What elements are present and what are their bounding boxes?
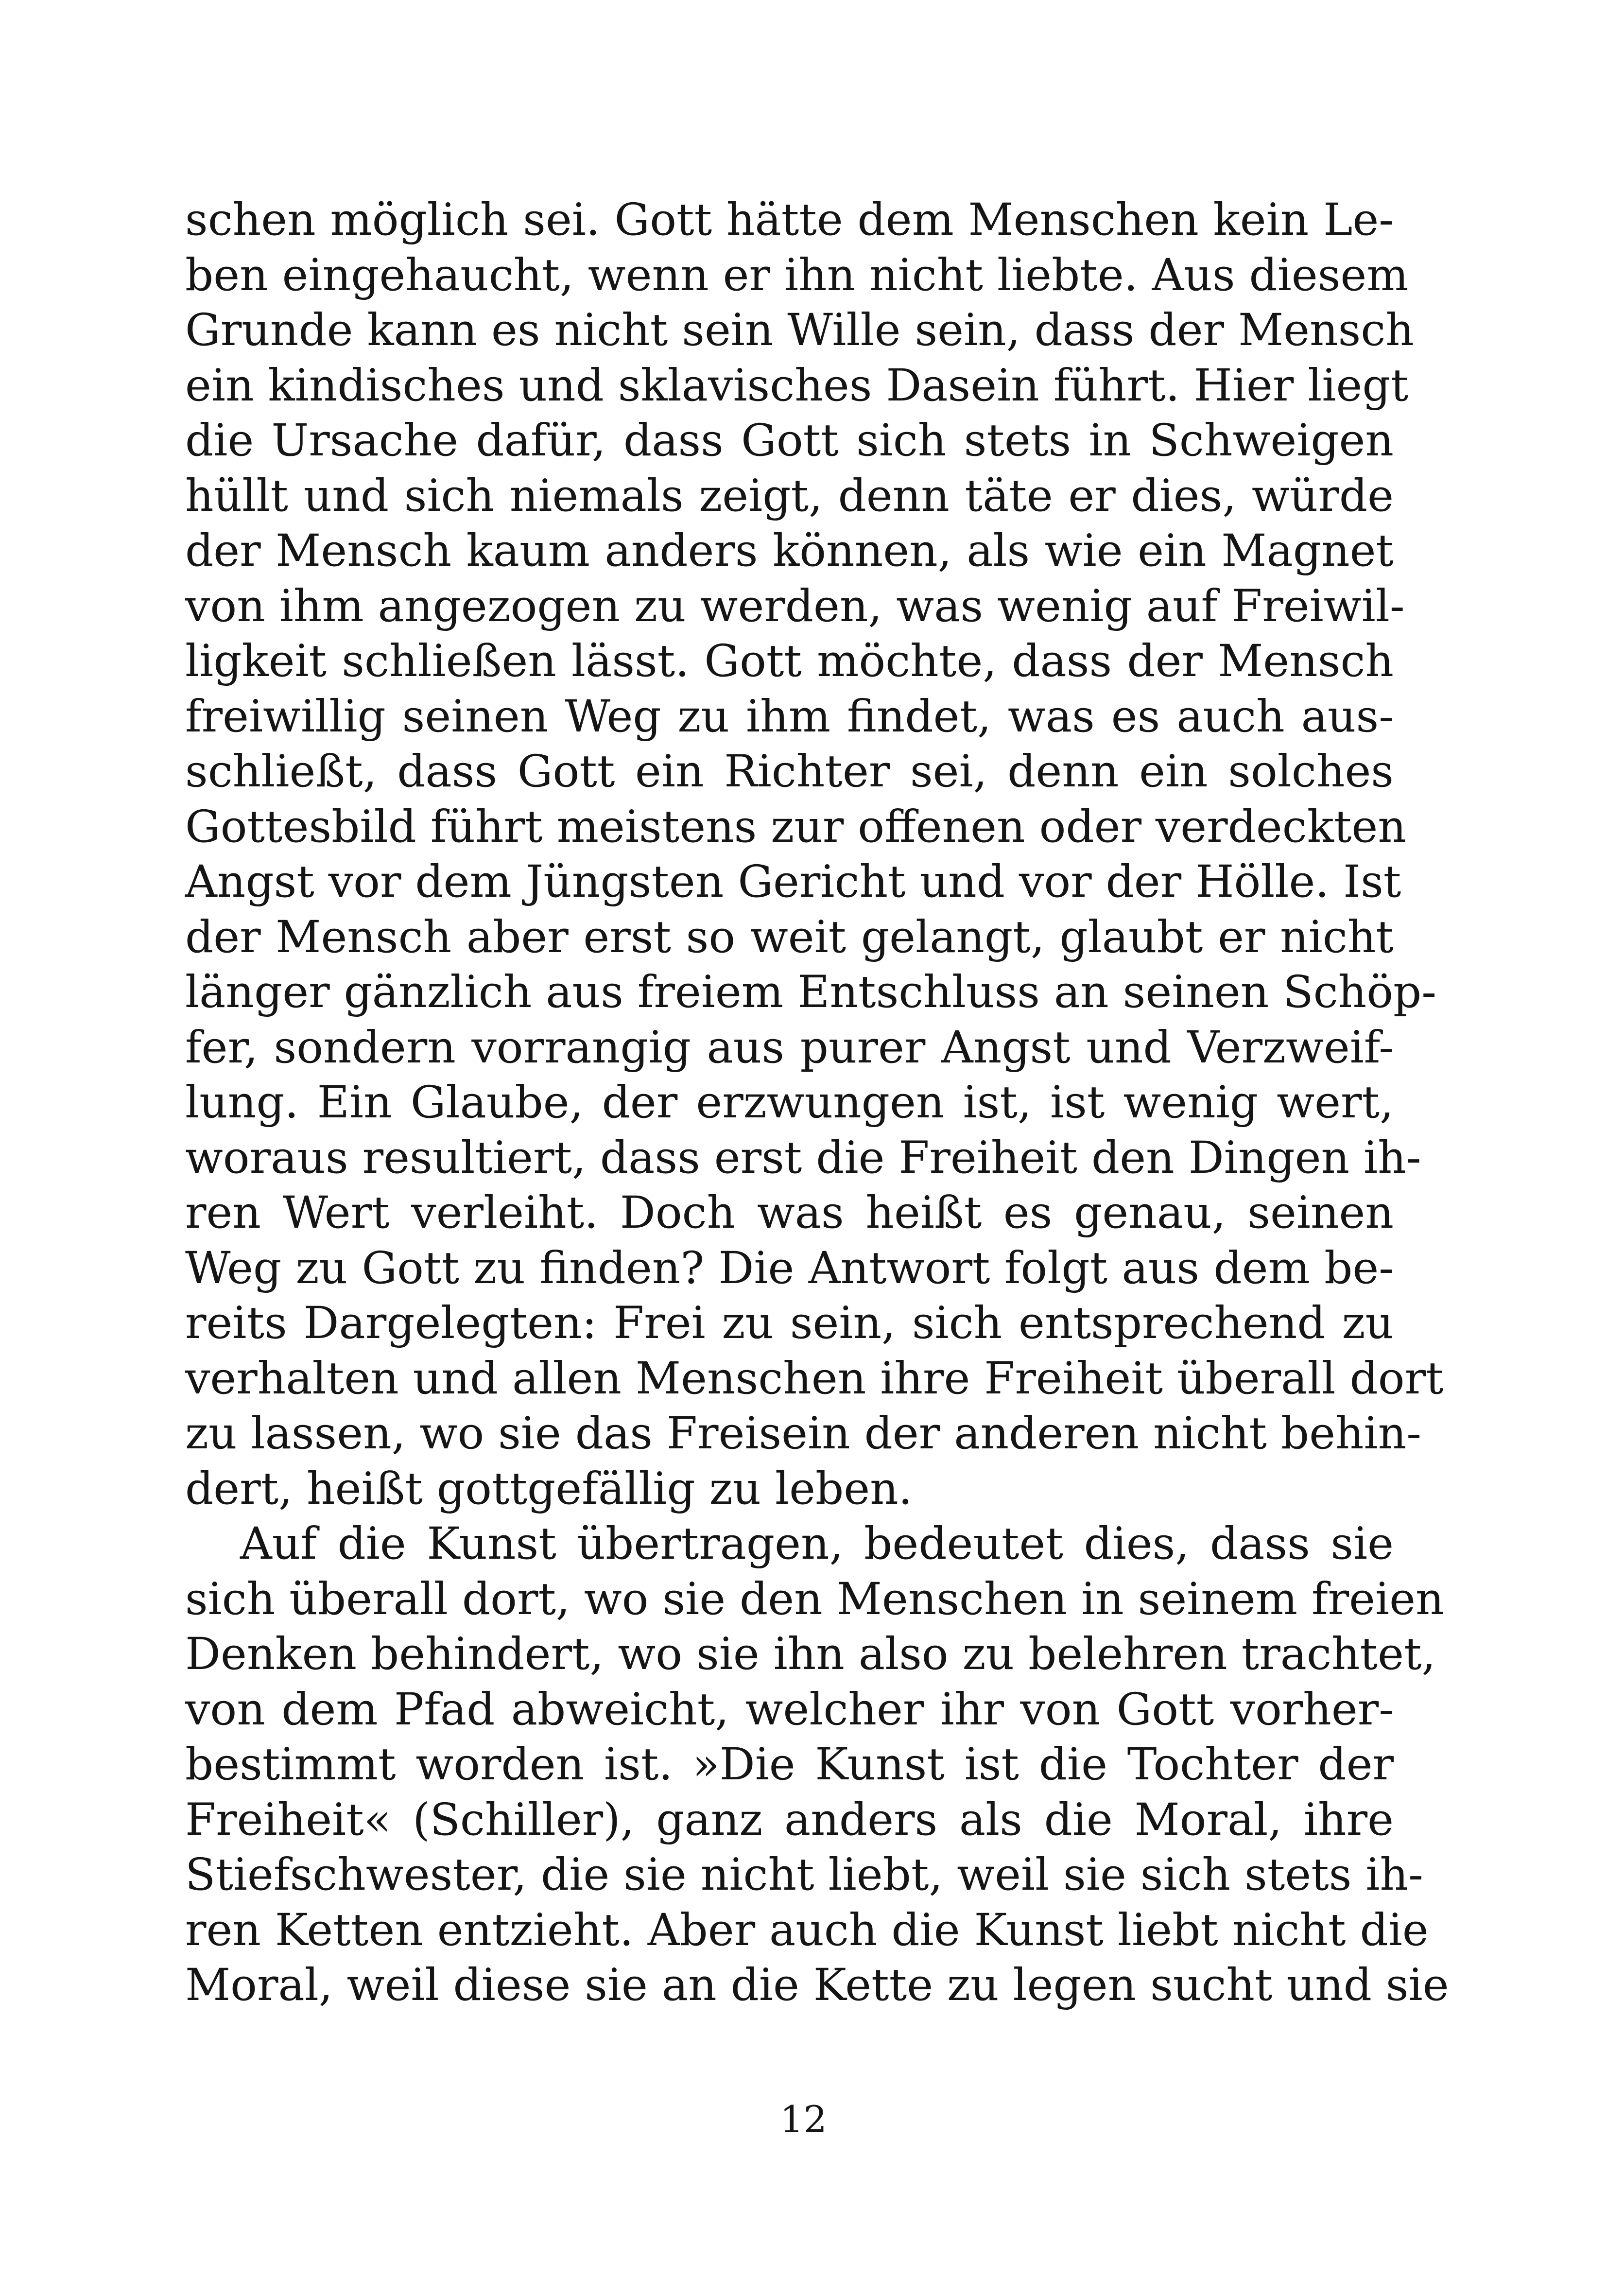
text-line: hüllt und sich niemals zeigt, denn täte er dies, würde: [185, 470, 1394, 522]
text-line: ben eingehaucht, wenn er ihn nicht liebte. Aus diesem: [185, 249, 1409, 301]
text-line: Stiefschwester, die sie nicht liebt, weil sie sich stets ih-: [185, 1849, 1423, 1900]
text-line: der Mensch kaum anders können, als wie ein Magnet: [185, 525, 1394, 576]
text-line: Auf die Kunst übertragen, bedeutet dies, dass sie: [240, 1518, 1394, 1569]
text-line: von ihm angezogen zu werden, was wenig auf Freiwil-: [185, 580, 1405, 632]
text-line: schließt, dass Gott ein Richter sei, denn ein solches: [185, 746, 1394, 797]
text-line: von dem Pfad abweicht, welcher ihr von Gott vorher-: [185, 1684, 1394, 1735]
text-line: verhalten und allen Menschen ihre Freiheit überall dort: [185, 1353, 1444, 1404]
text-line: Grunde kann es nicht sein Wille sein, dass der Mensch: [185, 305, 1414, 356]
text-line: Gottesbild führt meistens zur offenen oder verdeckten: [185, 801, 1406, 852]
text-line: ren Wert verleiht. Doch was heißt es genau, seinen: [185, 1187, 1394, 1238]
text-line: die Ursache dafür, dass Gott sich stets in Schweigen: [185, 415, 1394, 466]
text-line: fer, sondern vorrangig aus purer Angst und Verzweif-: [185, 1022, 1394, 1073]
text-line: ein kindisches und sklavisches Dasein führt. Hier liegt: [185, 360, 1409, 411]
text-line: Freiheit« (Schiller), ganz anders als die Moral, ihre: [185, 1794, 1394, 1845]
text-line: Denken behindert, wo sie ihn also zu belehren trachtet,: [185, 1629, 1436, 1680]
text-line: dert, heißt gottgefällig zu leben.: [185, 1463, 913, 1514]
body-text: [185, 192, 1449, 2013]
text-line: der Mensch aber erst so weit gelangt, glaubt er nicht: [185, 911, 1394, 963]
page-number: 12: [780, 2098, 827, 2141]
text-line: Angst vor dem Jüngsten Gericht und vor der Hölle. Ist: [185, 856, 1401, 907]
text-line: freiwillig seinen Weg zu ihm findet, was es auch aus-: [185, 691, 1394, 742]
text-line: Weg zu Gott zu finden? Die Antwort folgt aus dem be-: [185, 1242, 1394, 1294]
text-line: zu lassen, wo sie das Freisein der anderen nicht behin-: [185, 1408, 1422, 1459]
text-line: sich überall dort, wo sie den Menschen in seinem freien: [185, 1573, 1444, 1625]
text-line: länger gänzlich aus freiem Entschluss an seinen Schöp-: [185, 967, 1437, 1018]
text-line: lung. Ein Glaube, der erzwungen ist, ist wenig wert,: [185, 1077, 1394, 1128]
text-line: schen möglich sei. Gott hätte dem Menschen kein Le-: [185, 194, 1394, 245]
text-line: woraus resultiert, dass erst die Freiheit den Dingen ih-: [185, 1132, 1421, 1183]
text-line: reits Dargelegten: Frei zu sein, sich entsprechend zu: [185, 1298, 1394, 1349]
text-line: bestimmt worden ist. »Die Kunst ist die Tochter der: [185, 1739, 1394, 1790]
text-line: ren Ketten entzieht. Aber auch die Kunst liebt nicht die: [185, 1904, 1429, 1956]
text-line: ligkeit schließen lässt. Gott möchte, dass der Mensch: [185, 636, 1394, 687]
text-line: Moral, weil diese sie an die Kette zu legen sucht und sie: [185, 1960, 1449, 2011]
